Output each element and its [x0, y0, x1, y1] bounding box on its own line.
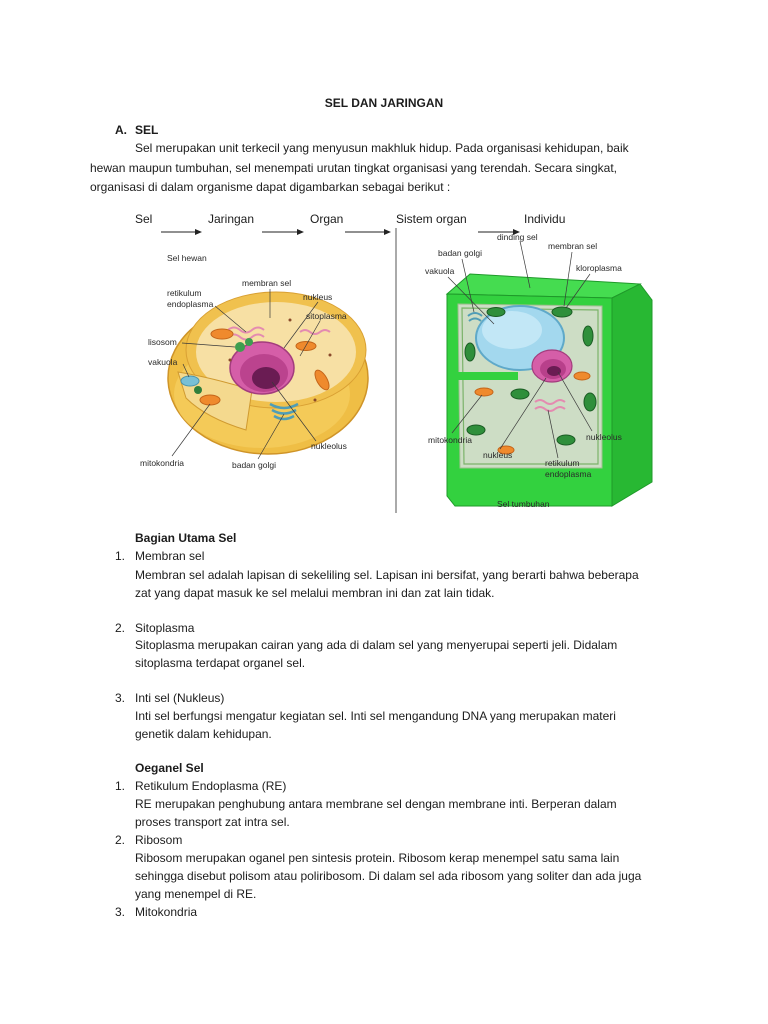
list-item-title: Ribosom [135, 833, 183, 847]
label-retikulum-plant: retikulum [545, 458, 580, 468]
list-item-line: Membran sel adalah lapisan di sekeliling sel. Lapisan ini bersifat, yang berarti bahwa beberapa [135, 568, 639, 582]
label-badan-golgi: badan golgi [232, 460, 276, 470]
list-item-line: sehingga disebut polisom atau poliribosom. Di dalam sel ada ribosom yang soliter dan ada juga [135, 869, 642, 883]
plant-cell-wall-right [612, 284, 652, 506]
animal-mitochondrion [211, 329, 233, 339]
label-nukleus: nukleus [303, 292, 333, 302]
section-a-paragraph-line: Sel merupakan unit terkecil yang menyusun makhluk hidup. Pada organisasi kehidupan, baik [135, 141, 629, 155]
list-number: 3. [115, 905, 126, 919]
list-item-line: yang menempel di RE. [135, 887, 257, 901]
label-sitoplasma: sitoplasma [306, 311, 347, 321]
animal-lysosome [245, 338, 253, 346]
plant-nucleolus [547, 366, 561, 376]
list-number: 1. [115, 779, 126, 793]
plant-chloroplast [465, 343, 475, 361]
label-dinding-sel: dinding sel [497, 232, 538, 242]
label-membran-sel-plant: membran sel [548, 241, 598, 251]
plant-chloroplast [584, 393, 596, 411]
plant-chloroplast [552, 307, 572, 317]
page-title: SEL DAN JARINGAN [324, 96, 444, 110]
list-number: 2. [115, 621, 126, 635]
organel-heading: Oeganel Sel [135, 761, 204, 775]
section-a-paragraph-line: organisasi di dalam organisme dapat digambarkan sebagai berikut : [90, 180, 451, 194]
list-item-title: Retikulum Endoplasma (RE) [135, 779, 287, 793]
list-item-line: proses transport zat intra sel. [135, 815, 290, 829]
flow-arrows [161, 229, 520, 235]
label-nukleolus: nukleolus [311, 441, 347, 451]
plant-mitochondrion [475, 388, 493, 396]
label-vakuola: vakuola [148, 357, 178, 367]
list-item-line: Ribosom merupakan oganel pen sintesis protein. Ribosom kerap menempel satu sama lain [135, 851, 620, 865]
list-item-title: Membran sel [135, 549, 205, 563]
animal-lysosome [235, 342, 245, 352]
plant-cell-wall-beam [458, 372, 518, 380]
animal-ribosome [329, 354, 332, 357]
flow-step-individu: Individu [524, 212, 566, 226]
animal-vacuole [181, 376, 199, 386]
flow-step-sel: Sel [135, 212, 153, 226]
plant-vacuole-highlight [482, 311, 542, 349]
list-item-line: RE merupakan penghubung antara membrane sel dengan membrane inti. Berperan dalam [135, 797, 617, 811]
animal-nucleolus [252, 367, 280, 389]
label-lisosom: lisosom [148, 337, 177, 347]
list-item-title: Sitoplasma [135, 621, 195, 635]
list-number: 3. [115, 691, 126, 705]
label-membran-sel: membran sel [242, 278, 292, 288]
plant-chloroplast [583, 326, 593, 346]
flow-step-organ: Organ [310, 212, 344, 226]
label-nukleolus-plant: nukleolus [586, 432, 622, 442]
list-item-line: Sitoplasma merupakan cairan yang ada di dalam sel yang menyerupai seperti jeli. Didalam [135, 638, 618, 652]
section-a-paragraph-line: hewan maupun tumbuhan, sel menempati urutan tingkat organisasi yang terendah. Secara singkat, [90, 161, 617, 175]
animal-lysosome [194, 386, 202, 394]
bagian-utama-heading: Bagian Utama Sel [135, 531, 237, 545]
plant-cell-caption: Sel tumbuhan [497, 499, 550, 509]
list-number: 1. [115, 549, 126, 563]
plant-cell-illustration [425, 232, 652, 509]
label-kloroplasma: kloroplasma [576, 263, 622, 273]
animal-mitochondrion [200, 395, 220, 405]
label-badan-golgi-plant: badan golgi [438, 248, 482, 258]
section-a-heading: SEL [135, 123, 159, 137]
label-mitokondria-plant: mitokondria [428, 435, 472, 445]
plant-chloroplast [511, 389, 529, 399]
animal-ribosome [314, 399, 317, 402]
arrowhead-3 [384, 229, 391, 235]
animal-ribosome [289, 319, 292, 322]
plant-chloroplast [467, 425, 485, 435]
flow-step-sistem-organ: Sistem organ [396, 212, 467, 226]
animal-ribosome [229, 359, 232, 362]
section-a-marker: A. [115, 123, 127, 137]
arrowhead-2 [297, 229, 304, 235]
plant-chloroplast [557, 435, 575, 445]
list-item-line: Inti sel berfungsi mengatur kegiatan sel. Inti sel mengandung DNA yang merupakan materi [135, 709, 616, 723]
list-number: 2. [115, 833, 126, 847]
label-endoplasma: endoplasma [167, 299, 214, 309]
list-item-title: Inti sel (Nukleus) [135, 691, 225, 705]
label-retikulum: retikulum [167, 288, 202, 298]
list-item-line: genetik dalam kehidupan. [135, 727, 272, 741]
label-endoplasma-plant: endoplasma [545, 469, 592, 479]
list-item-title: Mitokondria [135, 905, 198, 919]
label-mitokondria: mitokondria [140, 458, 184, 468]
list-item-line: zat yang dapat masuk ke sel melalui membran ini dan zat lain tidak. [135, 586, 495, 600]
animal-cell-caption: Sel hewan [167, 253, 207, 263]
flow-step-jaringan: Jaringan [208, 212, 255, 226]
label-vakuola-plant: vakuola [425, 266, 455, 276]
plant-chloroplast [487, 308, 505, 317]
list-item-line: sitoplasma terdapat organel sel. [135, 656, 306, 670]
plant-mitochondrion [574, 372, 590, 380]
label-nukleus-plant: nukleus [483, 450, 513, 460]
animal-cell-illustration [140, 253, 368, 470]
arrowhead-1 [195, 229, 202, 235]
